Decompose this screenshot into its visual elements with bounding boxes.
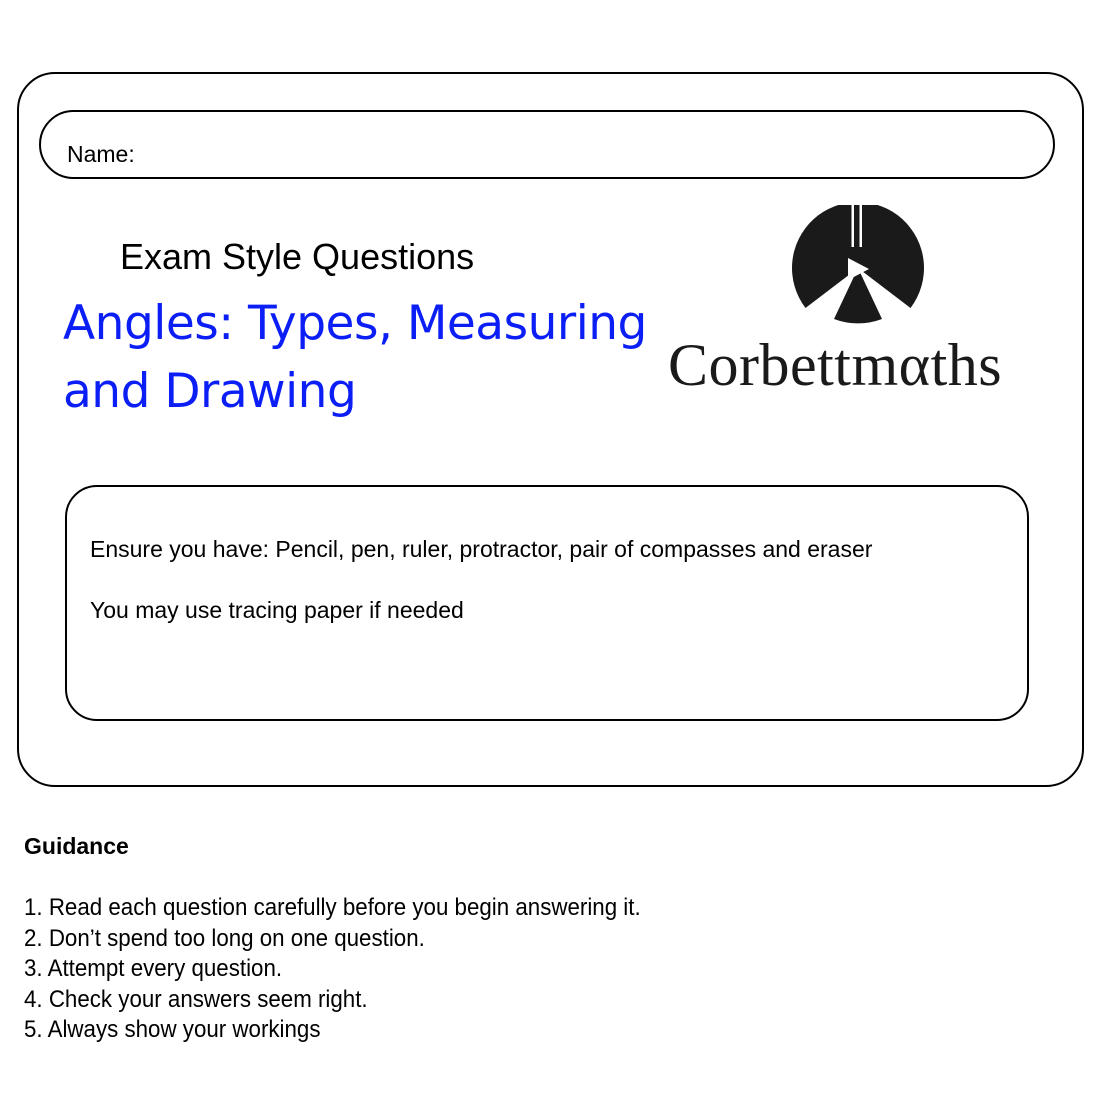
subtitle: Exam Style Questions (120, 236, 475, 277)
guidance-heading: Guidance (24, 833, 129, 859)
guidance-item: 1. Read each question carefully before you begin answering it. (24, 894, 641, 921)
corbettmaths-logo-icon (780, 205, 940, 335)
guidance-item: 2. Don’t spend too long on one question. (24, 924, 425, 952)
guidance-list (24, 893, 687, 1046)
guidance-item: 3. Attempt every question. (24, 955, 283, 982)
title-line-1: Angles: Types, Measuring (63, 296, 647, 351)
brand-wordmark: Corbettmαths (668, 332, 1003, 398)
guidance-item: 5. Always show your workings (24, 1016, 321, 1043)
name-field[interactable] (39, 110, 1055, 179)
page-title (63, 290, 683, 426)
guidance-item: 4. Check your answers seem right. (24, 985, 368, 1013)
title-line-2: and Drawing (63, 364, 357, 419)
tracing-paper-note: You may use tracing paper if needed (90, 597, 464, 623)
equipment-requirement: Ensure you have: Pencil, pen, ruler, protractor, pair of compasses and eraser (90, 536, 873, 562)
name-label: Name: (67, 141, 135, 167)
